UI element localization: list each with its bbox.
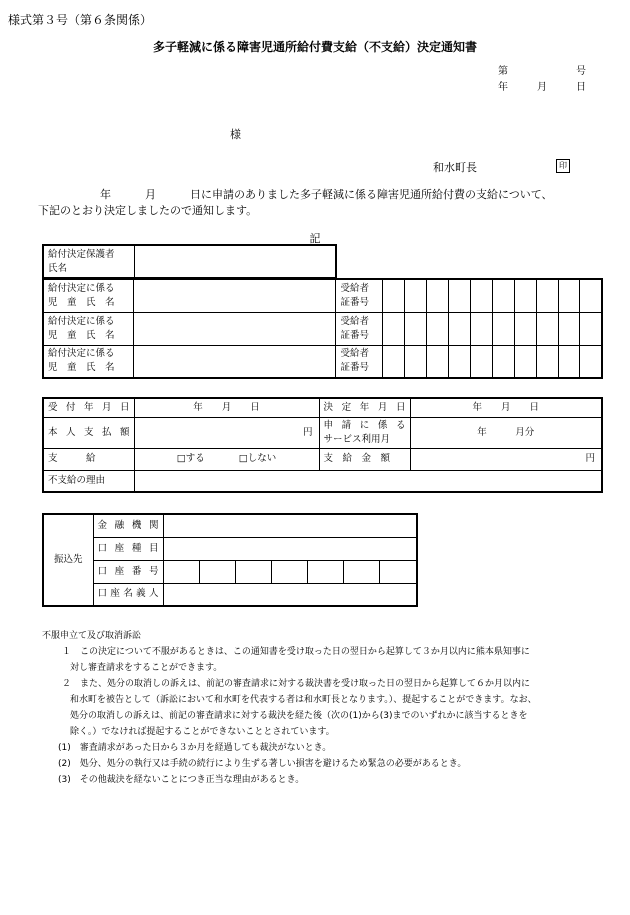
note-item-3: (3) その他裁決を経ないことにつき正当な理由があるとき。: [58, 775, 305, 785]
cert-digit-cell[interactable]: [492, 312, 514, 345]
account-digit-cell[interactable]: [199, 560, 235, 583]
cert-digit-cell[interactable]: [405, 279, 427, 312]
amount-field[interactable]: 円: [410, 448, 602, 470]
payment-options: [134, 448, 319, 470]
date-month: 月: [537, 82, 547, 93]
pay-no-checkbox[interactable]: □しない: [238, 453, 277, 464]
child-name-label: 給付決定に係る 児 童 氏 名: [43, 312, 134, 345]
account-digit-cell[interactable]: [379, 560, 417, 583]
addressee-honorific: 様: [230, 128, 241, 141]
note-item-2: (2) 処分、処分の執行又は手続の続行により生ずる著しい損害を避けるため緊急の必要があるとき。: [58, 759, 467, 769]
body-year: 年: [100, 188, 111, 201]
child-name-field[interactable]: [134, 279, 336, 312]
decision-table: [42, 397, 603, 493]
notes-heading: 不服申立て及び取消訴訟: [42, 631, 142, 641]
cert-digit-cell[interactable]: [514, 312, 536, 345]
body-month: 月: [145, 188, 156, 201]
table-row: [43, 398, 602, 417]
cert-number-label: 受給者 証番号: [336, 279, 383, 312]
cert-digit-cell[interactable]: [449, 312, 471, 345]
document-date: [498, 78, 586, 93]
appeal-notes: [42, 628, 537, 788]
seal-mark: 印: [556, 159, 570, 173]
cert-digit-cell[interactable]: [427, 312, 449, 345]
cert-digit-cell[interactable]: [536, 312, 558, 345]
cert-digit-cell[interactable]: [383, 345, 405, 378]
service-month-label: 申請に係る サービス利用月: [319, 417, 410, 448]
sender-mayor: 和水町長: [433, 161, 477, 174]
cert-digit-cell[interactable]: [536, 279, 558, 312]
service-month-field[interactable]: 年 月分: [410, 417, 602, 448]
date-day: 日: [576, 82, 586, 93]
account-digit-cell[interactable]: [307, 560, 343, 583]
cert-digit-cell[interactable]: [580, 312, 602, 345]
account-digit-cell[interactable]: [235, 560, 271, 583]
note-paragraph-1-cont: 対し審査請求をすることができます。: [70, 663, 223, 673]
receipt-date-field[interactable]: 年 月 日: [134, 398, 319, 417]
transfer-label: 振込先: [43, 514, 93, 606]
reason-field[interactable]: [134, 470, 602, 492]
cert-digit-cell[interactable]: [449, 279, 471, 312]
cert-digit-cell[interactable]: [470, 312, 492, 345]
account-holder-label: 口座名義人: [93, 583, 163, 606]
cert-number-label: 受給者 証番号: [336, 345, 383, 378]
bank-label: 金融機関: [93, 514, 163, 537]
document-number: [498, 62, 586, 77]
guardian-name-label: 給付決定保護者 氏名: [43, 245, 134, 278]
cert-digit-cell[interactable]: [405, 312, 427, 345]
table-row: [43, 417, 602, 448]
table-row: [43, 279, 602, 312]
transfer-table: [42, 513, 418, 607]
cert-digit-cell[interactable]: [558, 312, 580, 345]
table-row: [43, 448, 602, 470]
cert-digit-cell[interactable]: [427, 279, 449, 312]
cert-digit-cell[interactable]: [470, 279, 492, 312]
table-row: [43, 470, 602, 492]
decision-date-label: 決定年月日: [319, 398, 410, 417]
child-name-label: 給付決定に係る 児 童 氏 名: [43, 345, 134, 378]
cert-digit-cell[interactable]: [558, 345, 580, 378]
amount-label: 支 給 金 額: [319, 448, 410, 470]
payment-label: 支 給: [43, 448, 134, 470]
self-pay-field[interactable]: 円: [134, 417, 319, 448]
account-digit-cell[interactable]: [271, 560, 307, 583]
account-holder-field[interactable]: [163, 583, 417, 606]
cert-number-label: 受給者 証番号: [336, 312, 383, 345]
note-paragraph-1: １ この決定について不服があるときは、この通知書を受け取った日の翌日から起算して３か月以内に熊本県知事に: [62, 647, 530, 657]
cert-digit-cell[interactable]: [427, 345, 449, 378]
number-suffix: 号: [576, 66, 586, 77]
cert-digit-cell[interactable]: [449, 345, 471, 378]
self-pay-label: 本人支払額: [43, 417, 134, 448]
note-paragraph-2-cont: 処分の取消しの訴えは、前記の審査請求に対する裁決を経た後（次の(1)から(3)までのいずれかに該当するときを: [70, 711, 528, 721]
table-row: [43, 345, 602, 378]
table-row: [43, 312, 602, 345]
child-name-field[interactable]: [134, 312, 336, 345]
body-line-2: 下記のとおり決定しましたので通知します。: [38, 204, 258, 217]
cert-digit-cell[interactable]: [558, 279, 580, 312]
cert-digit-cell[interactable]: [580, 345, 602, 378]
note-paragraph-2-cont: 和水町を被告として（訴訟において和水町を代表する者は和水町長となります。）、提起することができます。なお、: [70, 695, 537, 705]
cert-digit-cell[interactable]: [492, 345, 514, 378]
guardian-table: [42, 244, 337, 279]
account-digit-cell[interactable]: [163, 560, 199, 583]
account-digit-cell[interactable]: [343, 560, 379, 583]
note-paragraph-2-cont: 除く。）でなければ提起することができないこととされています。: [70, 727, 335, 737]
body-line-1-rest: 日に申請のありました多子軽減に係る障害児通所給付費の支給について、: [190, 188, 553, 201]
decision-date-field[interactable]: 年 月 日: [410, 398, 602, 417]
reason-label: 不支給の理由: [43, 470, 134, 492]
account-number-label: 口座番号: [93, 560, 163, 583]
document-title: 多子軽減に係る障害児通所給付費支給（不支給）決定通知書: [152, 40, 477, 54]
body-line-1: [100, 186, 553, 202]
guardian-name-field[interactable]: [134, 245, 336, 278]
form-number-label: 様式第３号（第６条関係）: [8, 13, 153, 27]
note-item-1: (1) 審査請求があった日から３か月を経過しても裁決がないとき。: [58, 743, 332, 753]
cert-digit-cell[interactable]: [383, 279, 405, 312]
children-table: [42, 278, 603, 379]
account-type-label: 口座種目: [93, 537, 163, 560]
cert-digit-cell[interactable]: [405, 345, 427, 378]
cert-digit-cell[interactable]: [514, 279, 536, 312]
cert-digit-cell[interactable]: [514, 345, 536, 378]
note-paragraph-2: ２ また、処分の取消しの訴えは、前記の審査請求に対する裁決書を受け取った日の翌日から起算して６か月以内に: [62, 679, 531, 689]
cert-digit-cell[interactable]: [470, 345, 492, 378]
pay-yes-checkbox[interactable]: □する: [176, 453, 205, 464]
cert-digit-cell[interactable]: [536, 345, 558, 378]
receipt-date-label: 受付年月日: [43, 398, 134, 417]
ki-heading: 記: [309, 232, 321, 245]
child-name-label: 給付決定に係る 児 童 氏 名: [43, 279, 134, 312]
cert-digit-cell[interactable]: [492, 279, 514, 312]
cert-digit-cell[interactable]: [383, 312, 405, 345]
cert-digit-cell[interactable]: [580, 279, 602, 312]
bank-field[interactable]: [163, 514, 417, 537]
number-prefix: 第: [498, 66, 508, 77]
child-name-field[interactable]: [134, 345, 336, 378]
date-year: 年: [498, 82, 508, 93]
account-type-field[interactable]: [163, 537, 417, 560]
